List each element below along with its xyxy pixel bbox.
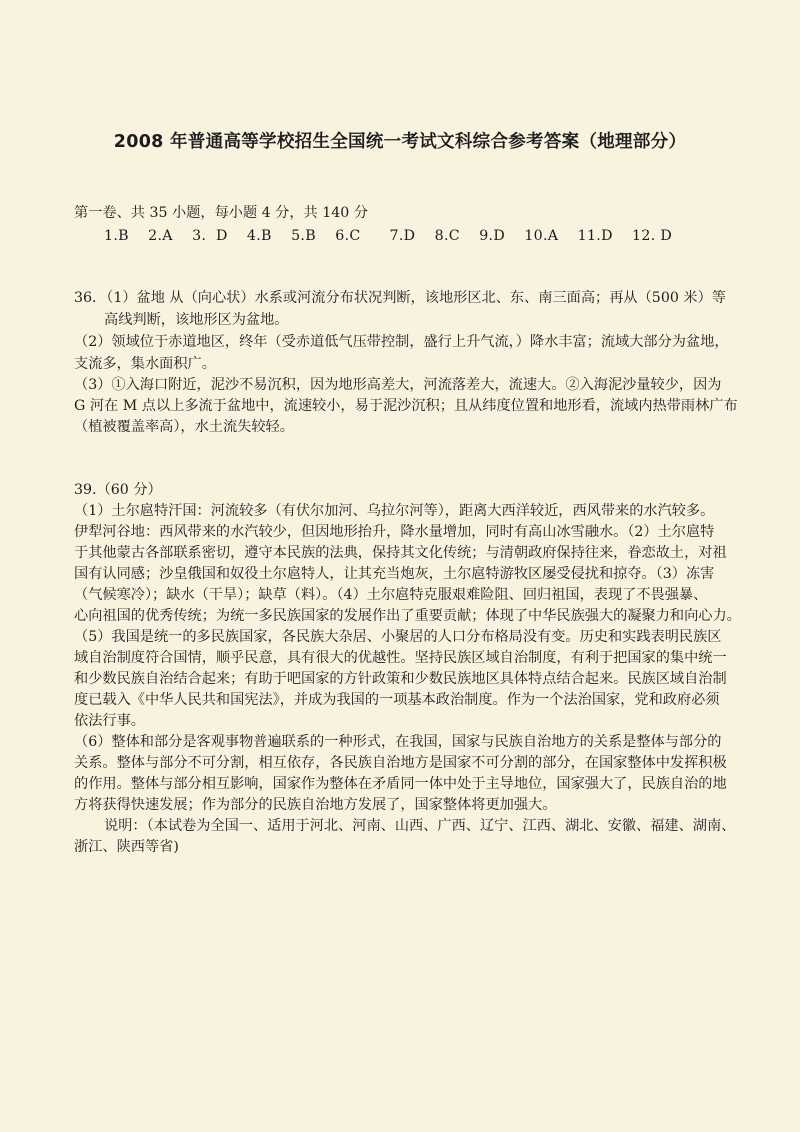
q39-line: 心向祖国的优秀传统；为统一多民族国家的发展作出了重要贡献；体现了中华民族强大的凝聚力和向心力。 (74, 608, 741, 624)
note-line: 浙江、陕西等省) (74, 839, 179, 855)
q39-line: 度已载入《中华人民共和国宪法》，并成为我国的一项基本政治制度。作为一个法治国家，党和政府必须 (74, 692, 720, 708)
q39-line: （1）土尔扈特汗国：河流较多（有伏尔加河、乌拉尔河等），距离大西洋较近，西风带来的水汽较多。 (74, 503, 715, 519)
page-title: 2008 年普通高等学校招生全国统一考试文科综合参考答案（地理部分） (113, 132, 687, 152)
q36-line: 高线判断，该地形区为盆地。 (104, 312, 289, 328)
q36-line: （植被覆盖率高），水土流失较轻。 (74, 419, 294, 435)
note-line: 说明：（本试卷为全国一、适用于河北、河南、山西、广西、辽宁、江西、湖北、安徽、福建、湖南、 (104, 818, 736, 834)
q39-line: 域自治制度符合国情，顺乎民意，具有很大的优越性。坚持民族区域自治制度，有利于把国家的集中统一 (74, 650, 727, 666)
q39-line: 关系。整体与部分不可分割，相互依存，各民族自治地方是国家不可分割的部分，在国家整体中发挥积极 (74, 755, 727, 771)
q39-line: 方将获得快速发展；作为部分的民族自治地方发展了，国家整体将更加强大。 (74, 797, 557, 813)
section-header: 第一卷、共 35 小题，每小题 4 分，共 140 分 (74, 205, 369, 221)
q39-line: （6）整体和部分是客观事物普遍联系的一种形式，在我国，国家与民族自治地方的关系是整体与部分的 (74, 734, 722, 750)
q39-line: 和少数民族自治结合起来；有助于吧国家的方针政策和少数民族地区具体特点结合起来。民族区域自治制 (74, 671, 727, 687)
q39-line: 国有认同感；沙皇俄国和奴役土尔扈特人，让其充当炮灰，土尔扈特游牧区屡受侵扰和掠夺。（3）冻害 (74, 566, 715, 582)
q39-line: 于其他蒙古各部联系密切，遵守本民族的法典，保持其文化传统；与清朝政府保持往来，眷恋故土，对祖 (74, 545, 727, 561)
q39-line: （5）我国是统一的多民族国家，各民族大杂居、小聚居的人口分布格局没有变。历史和实践表明民族区 (74, 629, 722, 645)
q39-line: 伊犁河谷地：西风带来的水汽较少，但因地形抬升，降水量增加，同时有高山冰雪融水。（2）土尔扈特 (74, 524, 715, 540)
q36-line: 36．（1）盆地 从（向心状）水系或河流分布状况判断，该地形区北、东、南三面高；再从（500 米）等 (74, 290, 726, 306)
q39-line: （气候寒冷）；缺水（干旱）；缺草（料）。（4）土尔扈特克服艰难险阻、回归祖国，表现了不畏强暴、 (74, 587, 708, 603)
q36-line: G 河在 M 点以上多流于盆地中，流速较小，易于泥沙沉积；且从纬度位置和地形看，流域内热带雨林广布 (74, 398, 738, 414)
q36-line: （3）①入海口附近，泥沙不易沉积，因为地形高差大，河流落差大，流速大。②入海泥沙量较少，因为 (74, 377, 722, 393)
q39-heading: 39.（60 分） (74, 482, 162, 498)
q36-line: （2）领域位于赤道地区，终年（受赤道低气压带控制，盛行上升气流，）降水丰富；流域大部分为盆地， (74, 334, 729, 350)
answer-key: 1.B 2.A 3．D 4.B 5.B 6.C 7.D 8.C 9.D 10.A 11.D 12. D (104, 228, 673, 244)
q39-line: 依法行事。 (74, 713, 145, 729)
q39-line: 的作用。整体与部分相互影响，国家作为整体在矛盾同一体中处于主导地位，国家强大了，民族自治的地 (74, 776, 727, 792)
q36-line: 支流多，集水面积广。 (74, 356, 216, 372)
